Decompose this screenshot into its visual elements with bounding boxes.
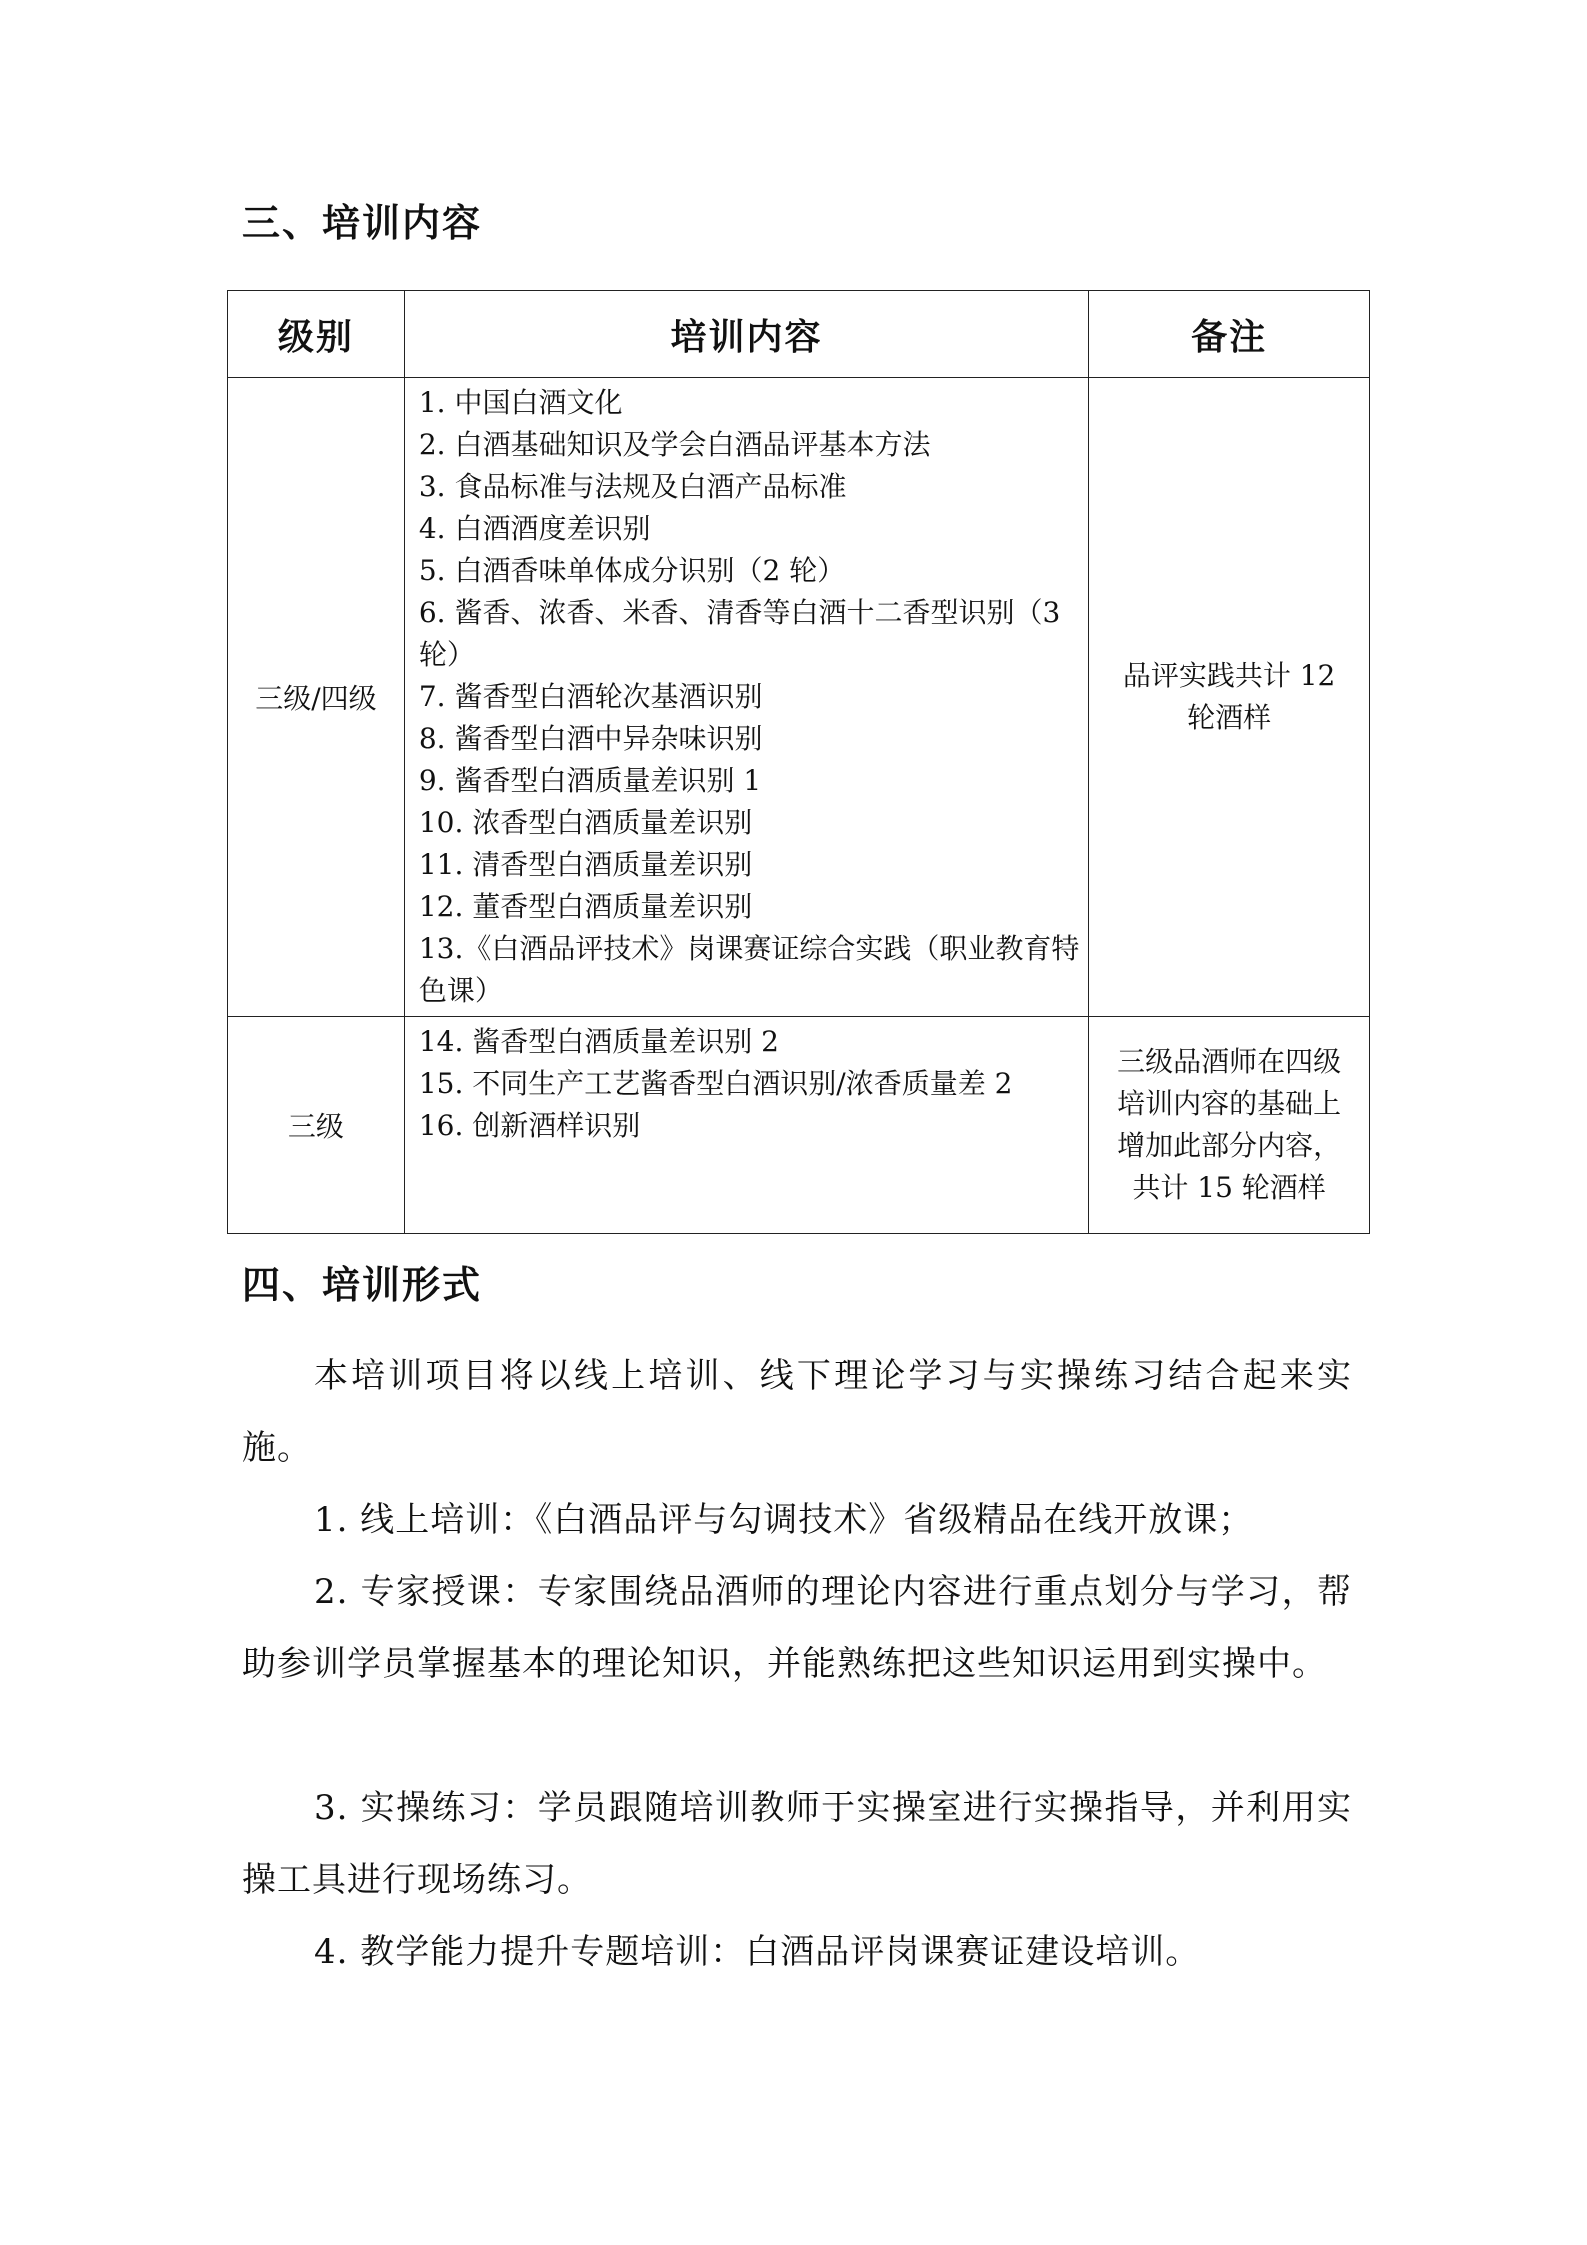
list-item: 5. 白酒香味单体成分识别（2 轮） (418, 554, 846, 587)
cell-level: 三级 (228, 1017, 405, 1234)
list-item: 3. 食品标准与法规及白酒产品标准 (418, 470, 847, 503)
paragraph-intro: 本培训项目将以线上培训、线下理论学习与实操练习结合起来实施。 (242, 1356, 1352, 1468)
section-heading-training-content: 三、培训内容 (242, 201, 483, 245)
header-content: 培训内容 (404, 291, 1088, 378)
list-item: 7. 酱香型白酒轮次基酒识别 (418, 680, 763, 713)
table-row (228, 1017, 1370, 1234)
paragraph-expert-lectures: 2. 专家授课：专家围绕品酒师的理论内容进行重点划分与学习，帮助参训学员掌握基本的理论知识，并能熟练把这些知识运用到实操中。 (242, 1572, 1352, 1684)
training-content-table (227, 290, 1370, 1234)
table-row (228, 378, 1370, 1017)
paragraph-practical-exercise: 3. 实操练习：学员跟随培训教师于实操室进行实操指导，并利用实操工具进行现场练习。 (242, 1788, 1352, 1900)
list-item: 15. 不同生产工艺酱香型白酒识别/浓香质量差 2 (418, 1067, 1013, 1100)
list-item: 12. 董香型白酒质量差识别 (418, 890, 753, 923)
list-item: 4. 白酒酒度差识别 (418, 512, 651, 545)
list-item: 2. 白酒基础知识及学会白酒品评基本方法 (418, 428, 931, 461)
header-note: 备注 (1089, 291, 1370, 378)
header-level: 级别 (228, 291, 405, 378)
list-item: 16. 创新酒样识别 (418, 1109, 641, 1142)
list-item: 8. 酱香型白酒中异杂味识别 (418, 722, 763, 755)
list-item: 6. 酱香、浓香、米香、清香等白酒十二香型识别（3 轮） (418, 596, 1061, 671)
paragraph-teaching-ability: 4. 教学能力提升专题培训：白酒品评岗课赛证建设培训。 (314, 1932, 1201, 1972)
list-item: 9. 酱香型白酒质量差识别 1 (418, 764, 762, 797)
list-item: 11. 清香型白酒质量差识别 (418, 848, 753, 881)
cell-note: 品评实践共计 12 轮酒样 (1089, 378, 1370, 1017)
list-item: 10. 浓香型白酒质量差识别 (418, 806, 753, 839)
list-item: 1. 中国白酒文化 (418, 386, 623, 419)
paragraph-online-training: 1. 线上培训：《白酒品评与勾调技术》省级精品在线开放课； (314, 1500, 1254, 1540)
cell-note: 三级品酒师在四级培训内容的基础上增加此部分内容，共计 15 轮酒样 (1089, 1017, 1370, 1234)
list-item: 13.《白酒品评技术》岗课赛证综合实践（职业教育特色课） (418, 932, 1080, 1007)
cell-content (404, 378, 1088, 1017)
table-header-row (228, 291, 1370, 378)
cell-content (404, 1017, 1088, 1234)
cell-level: 三级/四级 (228, 378, 405, 1017)
list-item: 14. 酱香型白酒质量差识别 2 (418, 1025, 779, 1058)
section-heading-training-format: 四、培训形式 (242, 1263, 483, 1307)
